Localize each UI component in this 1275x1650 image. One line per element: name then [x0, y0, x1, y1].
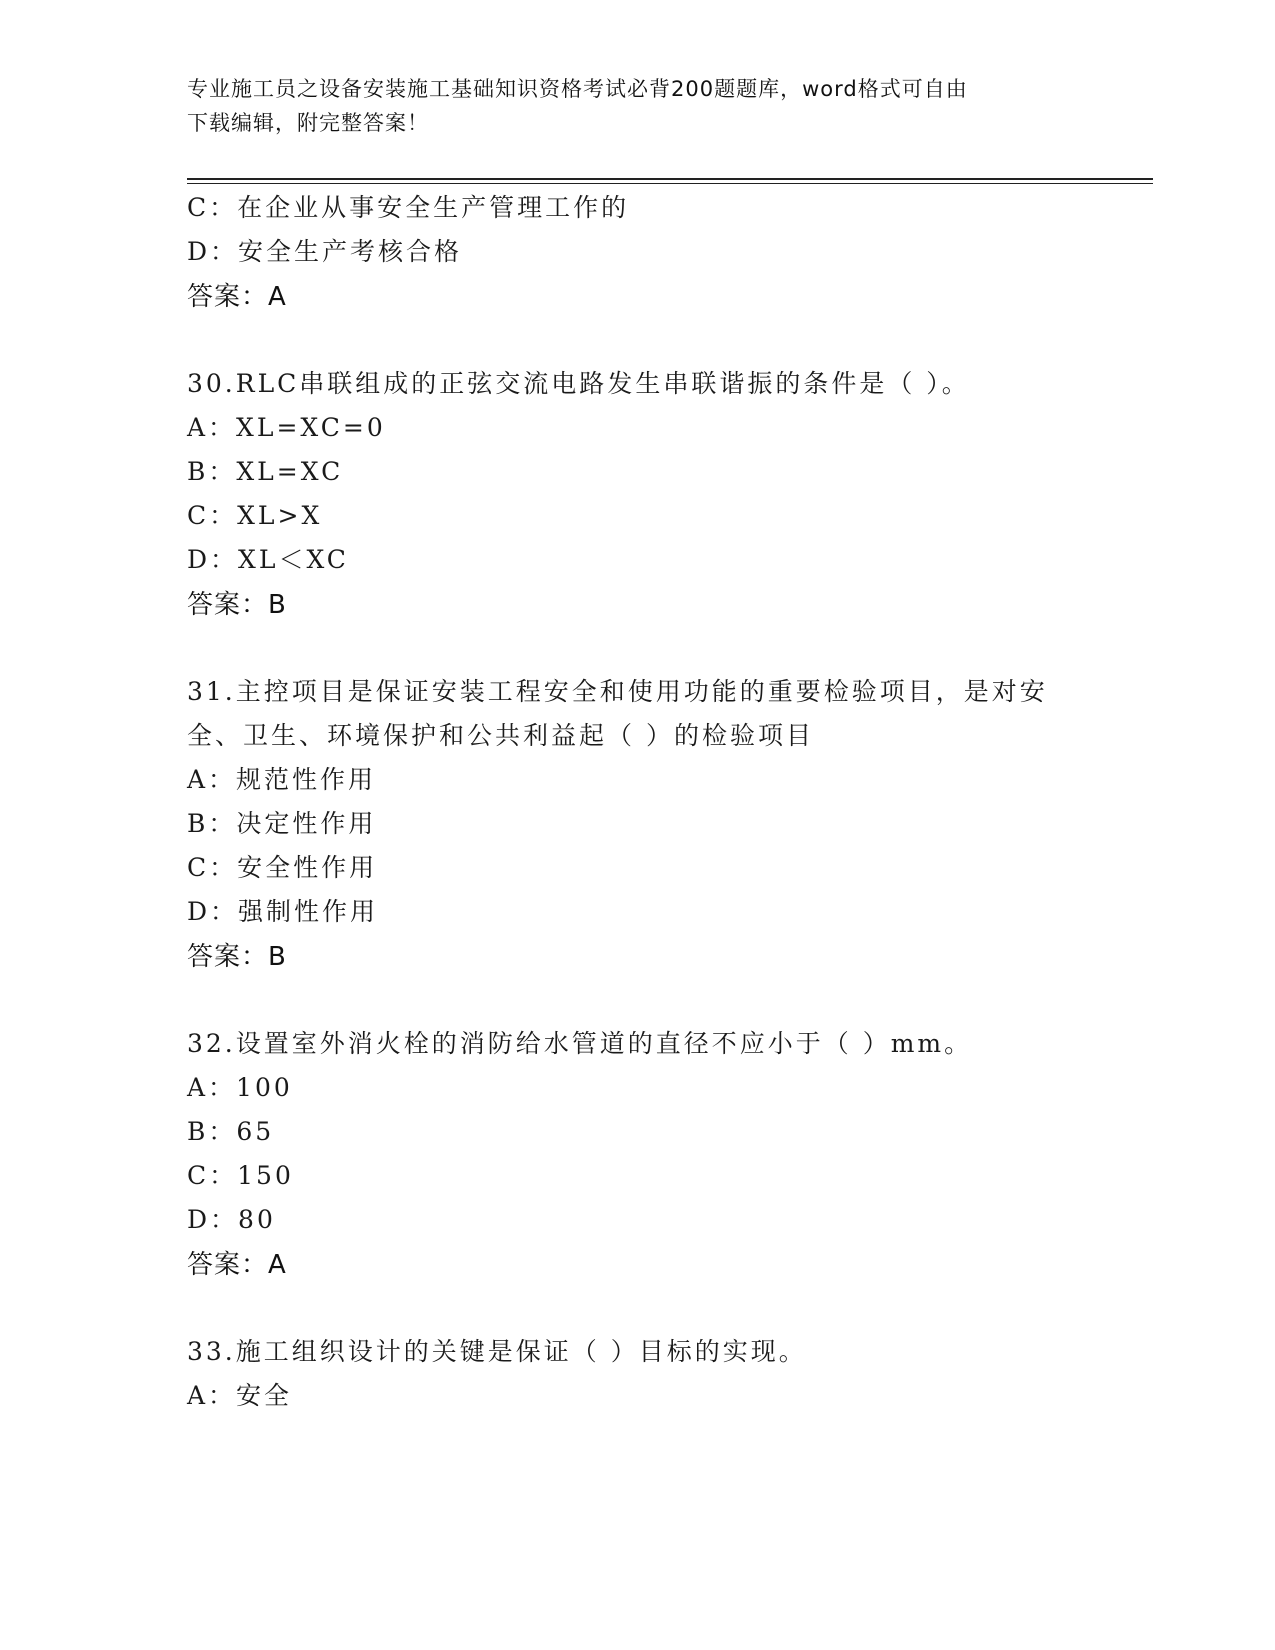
q31-option-b: B：决定性作用	[187, 809, 377, 838]
header-divider-thin	[187, 183, 1153, 184]
header-divider-thick	[187, 178, 1153, 180]
q30-option-b: B：XL=XC	[187, 457, 344, 486]
q31-option-c: C：安全性作用	[187, 853, 378, 882]
q29-option-d: D：安全生产考核合格	[187, 237, 463, 266]
q30-option-d: D：XL＜XC	[187, 545, 349, 574]
q32-option-d: D：80	[187, 1205, 276, 1234]
q30-answer: 答案：B	[187, 590, 287, 620]
header-line-1: 专业施工员之设备安装施工基础知识资格考试必背200题题库，word格式可自由	[187, 77, 968, 101]
header-line-2: 下载编辑，附完整答案！	[187, 111, 429, 135]
q33-question: 33.施工组织设计的关键是保证（ ）目标的实现。	[187, 1337, 807, 1366]
document-header	[187, 72, 1067, 140]
q31-question-line-1: 31.主控项目是保证安装工程安全和使用功能的重要检验项目，是对安	[187, 677, 1048, 706]
q30-question: 30.RLC串联组成的正弦交流电路发生串联谐振的条件是（ ）。	[187, 369, 970, 398]
q33-option-a: A：安全	[187, 1381, 293, 1410]
q31-answer: 答案：B	[187, 942, 287, 972]
q30-option-a: A：XL=XC=0	[187, 413, 386, 442]
q32-question: 32.设置室外消火栓的消防给水管道的直径不应小于（ ）mm。	[187, 1029, 973, 1058]
q32-answer: 答案：A	[187, 1250, 287, 1280]
q29-option-c: C：在企业从事安全生产管理工作的	[187, 193, 630, 222]
q31-option-a: A：规范性作用	[187, 765, 377, 794]
q30-option-c: C：XL>X	[187, 501, 323, 530]
q31-option-d: D：强制性作用	[187, 897, 379, 926]
q32-option-c: C：150	[187, 1161, 294, 1190]
q32-option-a: A：100	[187, 1073, 293, 1102]
q29-answer: 答案：A	[187, 282, 287, 312]
q31-question-line-2: 全、卫生、环境保护和公共利益起（ ）的检验项目	[187, 721, 814, 750]
q32-option-b: B：65	[187, 1117, 275, 1146]
